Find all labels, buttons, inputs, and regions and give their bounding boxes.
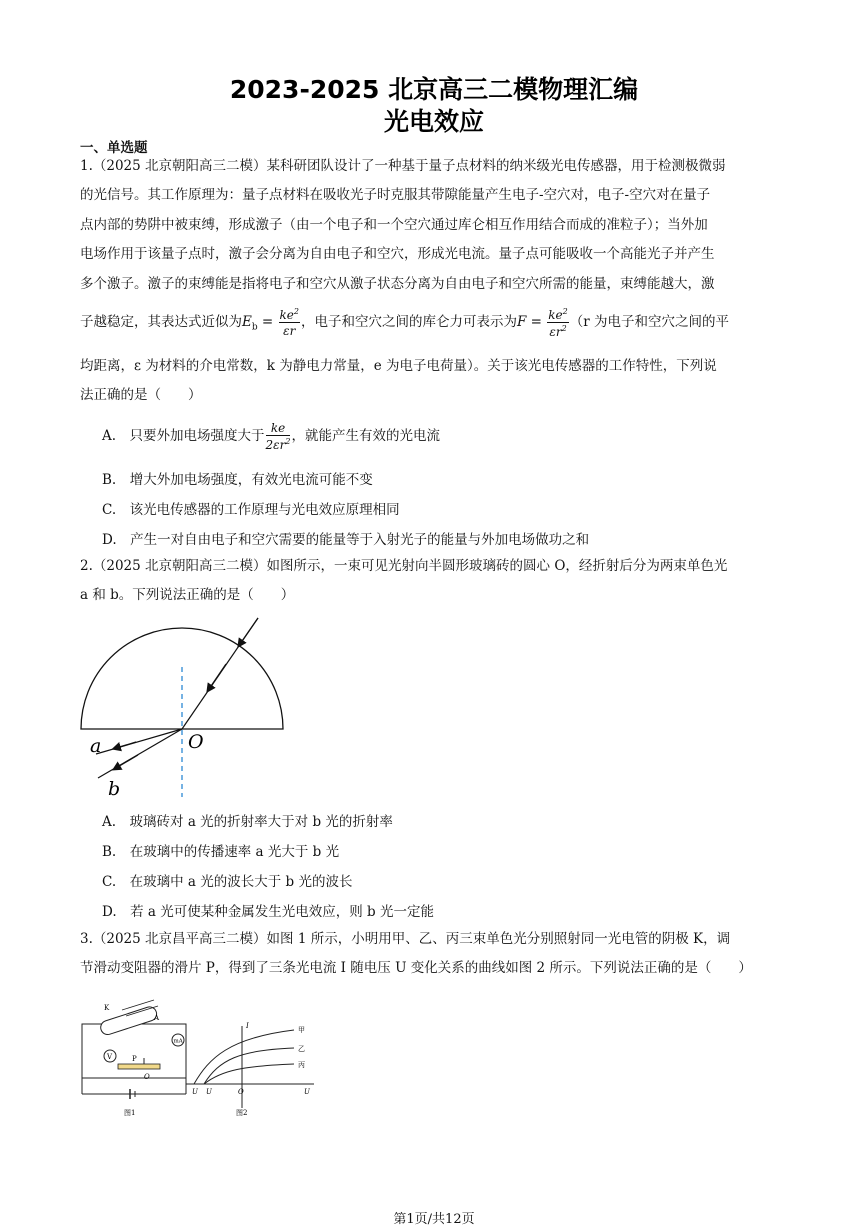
q1-line: 均距离，ε 为材料的介电常数，k 为静电力常量，e 为电子电荷量）。关于该光电传感器的工作特性，下列说 bbox=[80, 358, 717, 374]
q2-line: 2.（2025 北京朝阳高三二模）如图所示，一束可见光射向半圆形玻璃砖的圆心 O，经折射后分为两束单色光 bbox=[80, 558, 728, 574]
option-a-fraction: $\frac{ke}{2\varepsilon r^2}$ bbox=[265, 421, 291, 452]
document-subtitle: 光电效应 bbox=[383, 107, 484, 136]
iu-curve-figure bbox=[184, 1018, 319, 1118]
ray-a bbox=[96, 729, 182, 754]
question-1-stem-cont bbox=[80, 352, 792, 411]
q1-option-a[interactable] bbox=[102, 418, 440, 454]
q2-option-a[interactable]: A. 玻璃砖对 a 光的折射率大于对 b 光的折射率 bbox=[102, 814, 393, 830]
curve-jia bbox=[194, 1030, 294, 1084]
q1-line: 法正确的是（ ） bbox=[80, 387, 202, 404]
option-a-denominator: 2εr bbox=[265, 438, 286, 452]
label-k: K bbox=[104, 1004, 110, 1012]
label-o: O bbox=[188, 731, 204, 753]
document-title: 2023-2025 北京高三二模物理汇编 bbox=[229, 75, 639, 104]
label-bing: 丙 bbox=[298, 1061, 305, 1069]
question-2-stem bbox=[80, 552, 792, 611]
q1-line: 的光信号。其工作原理为：量子点材料在吸收光子时克服其带隙能量产生电子-空穴对，电子-空穴对在量子 bbox=[80, 187, 711, 204]
label-b: b bbox=[108, 778, 121, 800]
q1-option-d[interactable]: D. 产生一对自由电子和空穴需要的能量等于入射光子的能量与外加电场做功之和 bbox=[102, 532, 590, 548]
incident-arrow bbox=[209, 664, 226, 689]
glass-brick-figure bbox=[76, 612, 291, 802]
axis-label-u: U bbox=[304, 1088, 310, 1096]
label-o: O bbox=[144, 1073, 150, 1081]
label-p: P bbox=[132, 1055, 137, 1063]
label-jia: 甲 bbox=[298, 1026, 305, 1034]
figure-2-caption: 图2 bbox=[236, 1109, 248, 1117]
incident-arrow bbox=[240, 618, 258, 644]
label-a: a bbox=[90, 735, 102, 757]
circuit-figure bbox=[78, 998, 190, 1120]
rheostat bbox=[118, 1064, 160, 1069]
q1-option-b[interactable]: B. 增大外加电场强度，有效光电流可能不变 bbox=[102, 472, 373, 488]
q1-line: 点内部的势阱中被束缚，形成激子（由一个电子和一个空穴通过库仑相互作用结合而成的准粒子）；当外加 bbox=[80, 216, 708, 233]
eb-fraction: $\frac{ke^2}{\varepsilon r}$ bbox=[279, 307, 299, 338]
curve-bing bbox=[204, 1064, 294, 1084]
q2-option-b[interactable]: B. 在玻璃中的传播速率 a 光大于 b 光 bbox=[102, 844, 340, 860]
option-a-numerator: ke bbox=[266, 422, 291, 436]
eb-denominator: εr bbox=[283, 324, 296, 338]
eb-subscript: b bbox=[251, 322, 258, 333]
option-a-text-end: ，就能产生有效的光电流 bbox=[291, 428, 440, 444]
ray-b-arrow bbox=[116, 755, 138, 768]
label-a: A bbox=[154, 1014, 160, 1022]
page-footer: 第1页/共12页 bbox=[393, 1212, 475, 1227]
q2-option-c[interactable]: C. 在玻璃中 a 光的波长大于 b 光的波长 bbox=[102, 874, 353, 890]
f-symbol: F bbox=[517, 314, 527, 330]
q1-line: 多个激子。激子的束缚能是指将电子和空穴从激子状态分离为自由电子和空穴所需的能量，束缚能越大，激 bbox=[80, 275, 715, 292]
label-uc1: U bbox=[192, 1088, 198, 1096]
ray-a-arrow bbox=[116, 742, 136, 748]
eb-numerator: ke bbox=[279, 308, 294, 322]
option-a-text: A. 只要外加电场强度大于 bbox=[102, 428, 265, 444]
f-numerator: ke bbox=[548, 307, 563, 322]
label-origin: O bbox=[238, 1088, 244, 1096]
q1-line: 1.（2025 北京朝阳高三二模）某科研团队设计了一种基于量子点材料的纳米级光电传感器，用于检测极微弱 bbox=[80, 158, 726, 174]
q1-line: ，电子和空穴之间的库仑力可表示为 bbox=[301, 314, 517, 330]
ammeter-label: mA bbox=[173, 1038, 183, 1045]
section-heading: 一、单选题 bbox=[80, 140, 148, 156]
f-fraction: $\frac{ke^2}{\varepsilon r^2}$ bbox=[548, 306, 568, 339]
voltmeter-label: V bbox=[107, 1053, 113, 1061]
question-3-stem bbox=[80, 925, 792, 984]
figure-1-caption: 图1 bbox=[124, 1109, 136, 1117]
q1-formula-line bbox=[80, 302, 792, 342]
axis-label-i: I bbox=[246, 1022, 249, 1030]
q2-line: a 和 b。下列说法正确的是（ ） bbox=[80, 587, 295, 604]
curve-yi bbox=[204, 1048, 294, 1084]
f-denominator: εr bbox=[549, 324, 562, 339]
q3-line: 3.（2025 北京昌平高三二模）如图 1 所示，小明用甲、乙、丙三束单色光分别照射同一光电管的阴极 K，调 bbox=[80, 931, 731, 947]
label-uc2: U bbox=[206, 1088, 212, 1096]
q3-line: 节滑动变阻器的滑片 P，得到了三条光电流 I 随电压 U 变化关系的曲线如图 2 所示。下列说法正确的是（ ） bbox=[80, 960, 752, 977]
circuit-wire bbox=[82, 1024, 186, 1078]
q1-line: 电场作用于该量子点时，激子会分离为自由电子和空穴，形成光电流。量子点可能吸收一个高能光子并产生 bbox=[80, 246, 715, 263]
q1-line: 子越稳定，其表达式近似为 bbox=[80, 314, 242, 330]
q1-line: （r 为电子和空穴之间的平 bbox=[569, 314, 729, 330]
eb-symbol: E bbox=[242, 314, 252, 330]
question-1-stem bbox=[80, 152, 792, 299]
q2-option-d[interactable]: D. 若 a 光可使某种金属发生光电效应，则 b 光一定能 bbox=[102, 904, 434, 920]
label-yi: 乙 bbox=[298, 1045, 305, 1053]
equals-sign: = bbox=[526, 314, 547, 330]
equals-sign: = bbox=[257, 314, 278, 330]
ray-b bbox=[98, 729, 182, 778]
q1-option-c[interactable]: C. 该光电传感器的工作原理与光电效应原理相同 bbox=[102, 502, 400, 518]
